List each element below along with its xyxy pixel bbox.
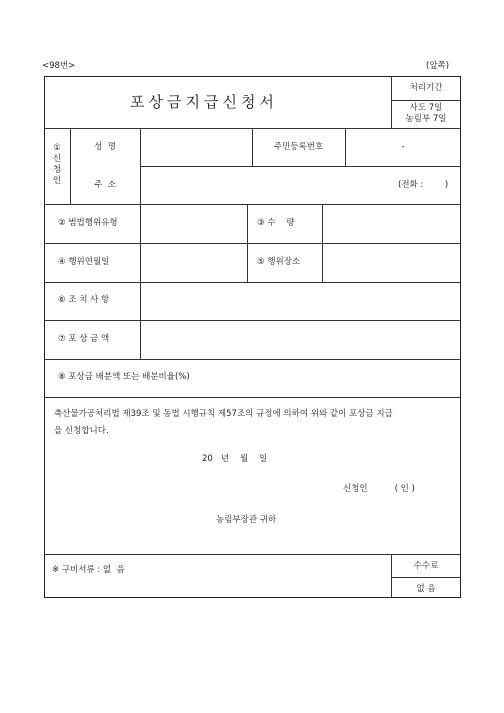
violation-place-label: ⑤ 행위장소 xyxy=(257,257,301,267)
applicant-signature[interactable]: 신청인 ( 인 ) xyxy=(343,484,415,494)
page-side: (앞쪽) xyxy=(426,61,450,71)
applicant-section-label: ① 신 청 인 xyxy=(52,143,62,186)
application-date[interactable]: 20 년 월 일 xyxy=(202,454,268,464)
form-number: <98번> xyxy=(42,61,76,71)
divider xyxy=(247,204,248,282)
violation-place-field[interactable] xyxy=(323,244,460,281)
violation-type-field[interactable] xyxy=(141,205,246,242)
divider xyxy=(44,397,461,398)
form-title: 포상금지급신청서 xyxy=(130,93,278,111)
divider xyxy=(391,577,461,578)
fee-value: 없 음 xyxy=(416,584,436,594)
required-documents: ※ 구비서류 : 없 음 xyxy=(52,565,125,575)
ratio-label: ⑧ 포상금 배분액 또는 배분비율(%) xyxy=(58,372,190,382)
address-field[interactable] xyxy=(141,167,391,203)
amount-field[interactable] xyxy=(141,321,460,358)
violation-type-label: ② 범법행위유형 xyxy=(58,218,118,228)
addressee: 농림부장관 귀하 xyxy=(216,515,277,525)
quantity-field[interactable] xyxy=(323,205,460,242)
processing-period-2: 농림부 7일 xyxy=(405,114,447,124)
name-field[interactable] xyxy=(141,129,251,165)
divider xyxy=(44,359,461,360)
violation-date-field[interactable] xyxy=(141,244,246,281)
amount-label: ⑦ 포 상 금 액 xyxy=(58,334,110,344)
statement-line-1: 축산물가공처리법 제39조 및 동법 시행규칙 제57조의 규정에 의하여 위와 같이 포상금 지급 xyxy=(54,409,393,419)
phone-field[interactable]: (전화 : ) xyxy=(398,180,449,190)
processing-period-1: 사도 7일 xyxy=(409,103,443,113)
id-number-field[interactable]: - xyxy=(401,142,405,152)
divider xyxy=(44,554,461,555)
id-number-label: 주민등록번호 xyxy=(273,142,324,152)
action-label: ⑥ 조 치 사 항 xyxy=(58,295,110,305)
divider xyxy=(391,100,461,101)
divider xyxy=(70,128,71,204)
processing-label: 처리기간 xyxy=(409,83,443,93)
statement-line-2: 을 신청합니다. xyxy=(54,426,109,436)
fee-label: 수수료 xyxy=(413,561,439,571)
address-label: 주 소 xyxy=(94,180,116,190)
quantity-label: ③ 수 량 xyxy=(257,218,295,228)
action-field[interactable] xyxy=(141,283,460,319)
name-label: 성 명 xyxy=(94,142,116,152)
violation-date-label: ④ 행위연월일 xyxy=(58,257,110,267)
